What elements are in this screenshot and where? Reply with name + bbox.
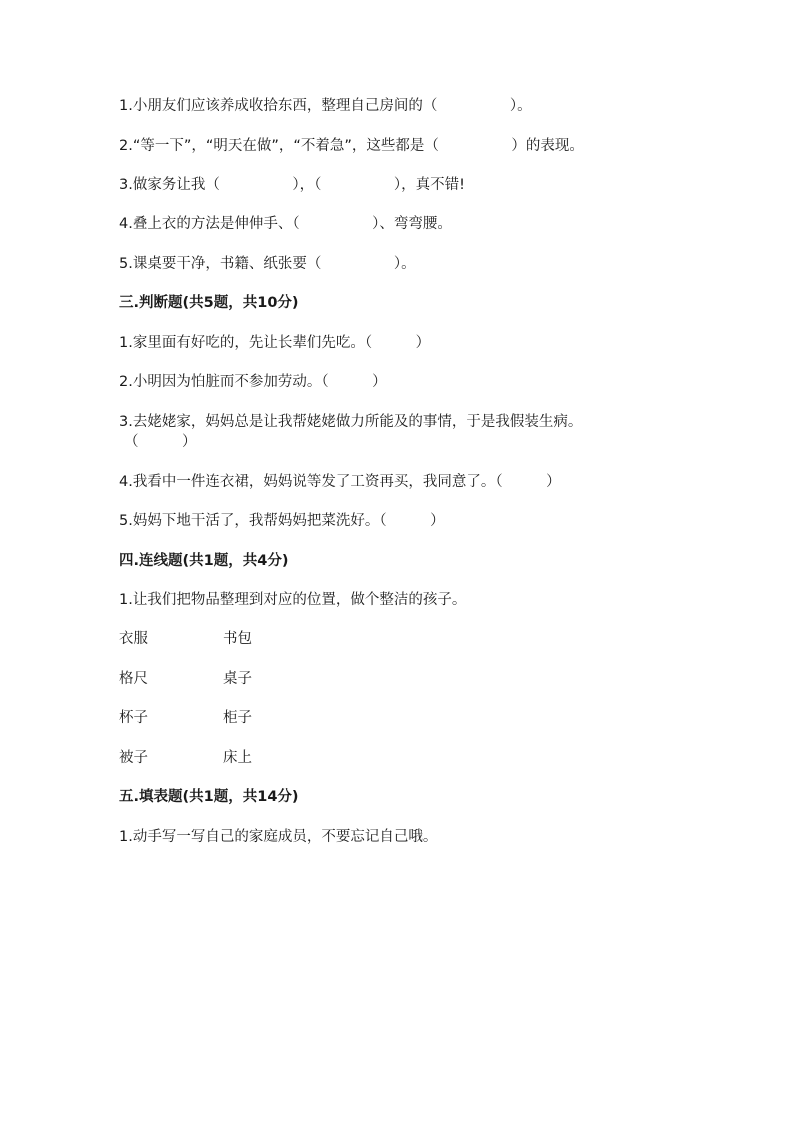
match-left-item: 杯子	[119, 710, 148, 726]
match-section-heading: 四.连线题(共1题，共4分)	[119, 553, 289, 569]
fill-question-1: 1.小朋友们应该养成收拾东西，整理自己房间的（ ）。	[119, 98, 532, 114]
match-right-item: 桌子	[223, 671, 252, 687]
match-right-item: 书包	[223, 631, 252, 647]
judge-question-3-answer: （ ）	[124, 434, 197, 450]
match-left-item: 衣服	[119, 631, 148, 647]
table-fill-section-heading: 五.填表题(共1题，共14分)	[119, 789, 299, 805]
judge-question-2: 2.小明因为怕脏而不参加劳动。（ ）	[119, 374, 387, 390]
fill-question-2: 2.“等一下”，“明天在做”，“不着急”，这些都是（ ）的表现。	[119, 138, 584, 154]
judge-question-3: 3.去姥姥家，妈妈总是让我帮姥姥做力所能及的事情，于是我假装生病。	[119, 414, 583, 430]
match-right-item: 床上	[223, 750, 252, 766]
fill-question-5: 5.课桌要干净，书籍、纸张要（ ）。	[119, 256, 416, 272]
match-question-1: 1.让我们把物品整理到对应的位置，做个整洁的孩子。	[119, 592, 467, 608]
table-fill-question-1: 1.动手写一写自己的家庭成员，不要忘记自己哦。	[119, 829, 438, 845]
match-left-item: 被子	[119, 750, 148, 766]
fill-question-3: 3.做家务让我（ ），（ ），真不错!	[119, 177, 465, 193]
judge-question-4: 4.我看中一件连衣裙，妈妈说等发了工资再买，我同意了。（ ）	[119, 474, 561, 490]
judge-question-1: 1.家里面有好吃的，先让长辈们先吃。（ ）	[119, 335, 431, 351]
judge-question-5: 5.妈妈下地干活了，我帮妈妈把菜洗好。（ ）	[119, 513, 445, 529]
fill-question-4: 4.叠上衣的方法是伸伸手、（ ）、弯弯腰。	[119, 216, 452, 232]
match-left-item: 格尺	[119, 671, 148, 687]
judge-section-heading: 三.判断题(共5题，共10分)	[119, 295, 299, 311]
match-right-item: 柜子	[223, 710, 252, 726]
